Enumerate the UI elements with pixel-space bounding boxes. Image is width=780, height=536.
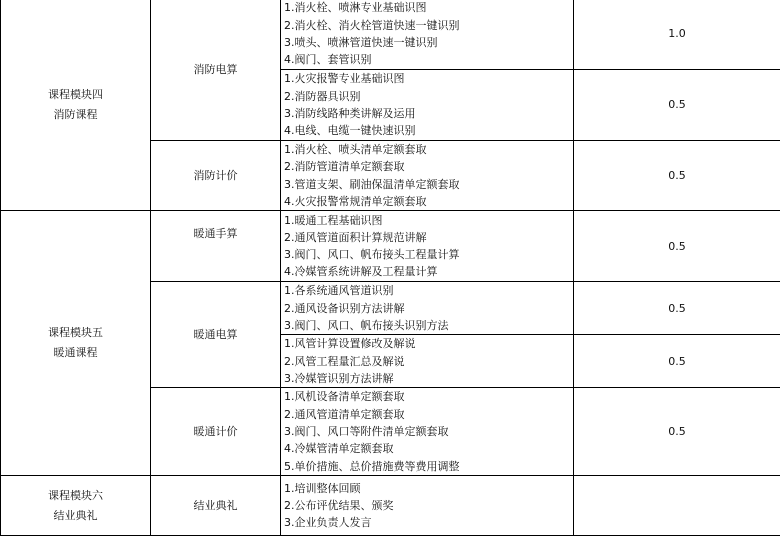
content-line: 3.管道支架、刷油保温清单定额套取	[284, 176, 573, 193]
content-line: 4.电线、电缆一键快速识别	[284, 122, 573, 139]
content-line: 4.冷媒管系统讲解及工程量计算	[284, 263, 573, 280]
content-line: 3.喷头、喷淋管道快速一键识别	[284, 34, 573, 51]
content-line: 2.公布评优结果、颁奖	[284, 497, 573, 514]
content-line: 4.火灾报警常规清单定额套取	[284, 193, 573, 210]
sub-topic-cell	[151, 476, 281, 536]
sub-topic-cell	[151, 141, 281, 211]
content-line: 3.阀门、风口、帆布接头工程量计算	[284, 246, 573, 263]
sub-topic-label: 消防计价	[194, 169, 238, 182]
content-line: 2.通风管道清单定额套取	[284, 406, 573, 423]
hours-cell: 1.0	[574, 0, 780, 70]
content-line: 2.消防器具识别	[284, 88, 573, 105]
module-subtitle: 消防课程	[1, 105, 150, 125]
module-cell	[1, 476, 151, 536]
hours-cell	[574, 476, 780, 536]
sub-topic-label: 结业典礼	[194, 499, 238, 512]
sub-topic-label: 暖通手算	[194, 227, 238, 240]
module-title: 课程模块四	[1, 85, 150, 105]
sub-topic-label: 消防电算	[194, 63, 238, 76]
module-cell	[1, 0, 151, 211]
content-cell	[281, 70, 574, 141]
content-cell	[281, 388, 574, 476]
content-line: 5.单价措施、总价措施费等费用调整	[284, 458, 573, 475]
sub-topic-cell	[151, 211, 281, 282]
sub-topic-label: 暖通电算	[194, 328, 238, 341]
content-cell	[281, 141, 574, 211]
content-cell	[281, 476, 574, 536]
content-line: 3.企业负责人发言	[284, 514, 573, 531]
content-line: 1.火灾报警专业基础识图	[284, 70, 573, 87]
content-line: 3.阀门、风口、帆布接头识别方法	[284, 317, 573, 334]
sub-topic-cell	[151, 0, 281, 141]
hours-cell: 0.5	[574, 70, 780, 141]
hours-cell: 0.5	[574, 211, 780, 282]
content-line: 3.冷媒管识别方法讲解	[284, 370, 573, 387]
content-cell	[281, 211, 574, 282]
content-line: 4.冷媒管清单定额套取	[284, 440, 573, 457]
hours-cell: 0.5	[574, 282, 780, 335]
sub-topic-cell	[151, 282, 281, 388]
content-line: 2.消防管道清单定额套取	[284, 158, 573, 175]
content-cell	[281, 282, 574, 335]
content-line: 1.消火栓、喷头清单定额套取	[284, 141, 573, 158]
content-line: 2.通风设备识别方法讲解	[284, 300, 573, 317]
content-line: 2.风管工程量汇总及解说	[284, 353, 573, 370]
table-row	[1, 211, 780, 282]
content-line: 1.培训整体回顾	[284, 480, 573, 497]
hours-cell: 0.5	[574, 141, 780, 211]
content-line: 4.阀门、套管识别	[284, 51, 573, 68]
hours-cell: 0.5	[574, 335, 780, 388]
content-line: 1.暖通工程基础识图	[284, 212, 573, 229]
module-title: 课程模块六	[1, 486, 150, 506]
content-cell	[281, 0, 574, 70]
table-row	[1, 476, 780, 536]
sub-topic-cell	[151, 388, 281, 476]
module-subtitle: 结业典礼	[1, 506, 150, 526]
content-line: 1.各系统通风管道识别	[284, 282, 573, 299]
content-line: 3.阀门、风口等附件清单定额套取	[284, 423, 573, 440]
sub-topic-label: 暖通计价	[194, 425, 238, 438]
content-line: 2.通风管道面积计算规范讲解	[284, 229, 573, 246]
module-cell	[1, 211, 151, 476]
content-line: 1.风管计算设置修改及解说	[284, 335, 573, 352]
content-line: 2.消火栓、消火栓管道快速一键识别	[284, 17, 573, 34]
hours-cell: 0.5	[574, 388, 780, 476]
module-title: 课程模块五	[1, 323, 150, 343]
table-row	[1, 0, 780, 70]
content-line: 3.消防线路种类讲解及运用	[284, 105, 573, 122]
content-cell	[281, 335, 574, 388]
content-line: 1.风机设备清单定额套取	[284, 388, 573, 405]
module-subtitle: 暖通课程	[1, 343, 150, 363]
content-line: 1.消火栓、喷淋专业基础识图	[284, 0, 573, 17]
